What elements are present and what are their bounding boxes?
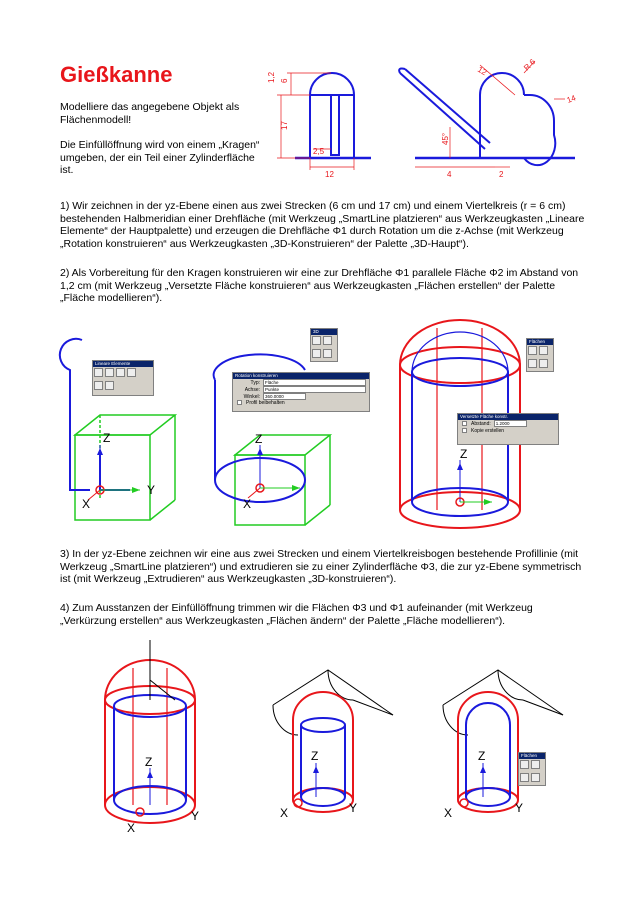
paragraph-1: 1) Wir zeichnen in der yz-Ebene einen aus zwei Strecken (6 cm und 17 cm) und einem Viertelkreis (r = 6 cm) bestehenden Halbmeridian einer Drehfläche (mit Werkzeug „SmartLine platzieren“ aus Werkzeugkasten „Lineare Elemente“ der Hauptpalette) und erzeugen die Drehfläche Φ1 durch Rotation um die z-Achse (mit Werkzeug „Rotation konstruieren“ aus Werkzeugkasten „3D-Konstruieren“ der Palette „3D-Haupt“). xyxy=(60,200,585,250)
offset-surface-icon[interactable] xyxy=(539,346,548,355)
abstand-input[interactable]: 1.2000 xyxy=(494,420,527,427)
axis-z-3: Z xyxy=(460,447,468,461)
curve-tool-icon[interactable] xyxy=(127,368,136,377)
dim-12b: 12 xyxy=(476,64,489,78)
dim-1-2: 1,2 xyxy=(267,71,276,83)
measure-tool-icon[interactable] xyxy=(105,381,114,390)
axis-z-2: Z xyxy=(255,432,263,446)
trim-tool-icon[interactable] xyxy=(520,760,529,769)
paragraph-2: 2) Als Vorbereitung für den Kragen konstruieren wir eine zur Drehfläche Φ1 parallele Fläche Φ2 im Abstand von 1,2 cm (mit Werkzeug „Versetzte Fläche konstruieren“ aus Werkzeugkasten „Flächen erstellen“ der Palette „Fläche modellieren“). xyxy=(60,267,579,304)
extrude-tool-icon[interactable] xyxy=(312,336,321,345)
axis-z-5: Z xyxy=(311,749,319,763)
surface-modify-title: Flächen xyxy=(519,753,545,759)
profil-label: Profil beibehalten xyxy=(246,399,285,406)
offset-surface-dialog[interactable] xyxy=(457,413,559,445)
axis-x-5: X xyxy=(280,806,289,820)
side-view-drawing xyxy=(265,55,595,185)
3d-construct-toolbox[interactable] xyxy=(310,328,338,362)
surface-create-title: Flächen xyxy=(527,339,553,345)
surface-tool-icon[interactable] xyxy=(528,346,537,355)
linear-elements-title: Lineare Elemente xyxy=(93,361,153,367)
axis-z-6: Z xyxy=(478,749,486,763)
dim-6: 6 xyxy=(280,78,289,83)
rotation-tool-icon[interactable] xyxy=(323,336,332,345)
paragraph-3: 3) In der yz-Ebene zeichnen wir eine aus zwei Strecken und einem Viertelkreisbogen bestehende Profillinie (mit Werkzeug „SmartLine platzieren“) und extrudieren sie zu einer Zylinderfläche Φ3, die zur yz-Ebene symmetrisch ist (mit Werkzeug „Extrudieren“ aus Werkzeugkasten „3D-konstruieren“). xyxy=(60,548,582,585)
axis-y-5: Y xyxy=(349,801,358,815)
dim-r6: R 6 xyxy=(522,57,538,73)
axis-z-4: Z xyxy=(145,755,153,769)
arc-tool-icon[interactable] xyxy=(116,368,125,377)
smartline-tool-icon[interactable] xyxy=(94,368,103,377)
blend-tool-icon[interactable] xyxy=(539,359,548,368)
winkel-input[interactable]: 360.0000 xyxy=(263,393,306,400)
shell-tool-icon[interactable] xyxy=(323,349,332,358)
axis-y-6: Y xyxy=(515,801,524,815)
3d-construct-title: 3D xyxy=(311,329,337,335)
dim-2-5: 2,5 xyxy=(313,147,325,156)
kopie-label: Kopie erstellen xyxy=(471,427,505,434)
page-title: Gießkanne xyxy=(60,62,173,87)
abstand-label: Abstand: xyxy=(471,420,491,427)
figure-step-4 xyxy=(95,640,225,840)
achse-select[interactable]: Punkte xyxy=(263,386,366,393)
dim-2: 2 xyxy=(499,170,504,179)
dim-4: 4 xyxy=(447,170,452,179)
dim-12: 12 xyxy=(325,170,334,179)
sweep-tool-icon[interactable] xyxy=(312,349,321,358)
winkel-label: Winkel: xyxy=(243,393,260,400)
abstand-checkbox[interactable] xyxy=(462,421,467,426)
surface-modify-toolbox[interactable] xyxy=(518,752,546,786)
point-tool-icon[interactable] xyxy=(94,381,103,390)
axis-y-4: Y xyxy=(191,809,200,823)
axis-x-2: X xyxy=(243,497,252,511)
dim-14: 14 xyxy=(565,93,578,105)
figure-step-5 xyxy=(268,665,398,825)
rotation-dialog-title: Rotation konstruieren xyxy=(233,373,369,379)
kopie-checkbox[interactable] xyxy=(462,428,467,433)
rotation-dialog[interactable] xyxy=(232,372,370,412)
dim-17: 17 xyxy=(280,121,289,130)
axis-x-1: X xyxy=(82,497,91,511)
offset-dialog-title: Versetzte Fläche konstr. xyxy=(458,414,558,420)
split-tool-icon[interactable] xyxy=(531,760,540,769)
axis-x-4: X xyxy=(127,821,136,835)
intro-text xyxy=(60,101,270,190)
axis-x-6: X xyxy=(444,806,453,820)
achse-label: Achse: xyxy=(244,386,260,393)
line-tool-icon[interactable] xyxy=(105,368,114,377)
dim-45deg: 45° xyxy=(441,132,450,145)
profil-checkbox[interactable] xyxy=(237,400,242,405)
extend-tool-icon[interactable] xyxy=(520,773,529,782)
paragraph-4: 4) Zum Ausstanzen der Einfüllöffnung trimmen wir die Flächen Φ3 und Φ1 aufeinander (mit Werkzeug „Verkürzung erstellen“ aus Werkzeugkasten „Flächen ändern“ der Palette „Fläche modellieren“). xyxy=(60,602,533,627)
intro-line-1: Modelliere das angegebene Objekt als Flächenmodell! xyxy=(60,101,240,126)
linear-elements-toolbox[interactable] xyxy=(92,360,154,396)
figure-step-6 xyxy=(438,665,568,825)
loft-tool-icon[interactable] xyxy=(528,359,537,368)
intro-line-2: Die Einfüllöffnung wird von einem „Kragen“ umgeben, der ein Teil einer Zylinderfläche ist. xyxy=(60,139,260,176)
axis-y-1: Y xyxy=(147,483,156,497)
typ-label: Typ: xyxy=(250,379,260,386)
fillet-tool-icon[interactable] xyxy=(531,773,540,782)
typ-select[interactable]: Fläche xyxy=(263,379,366,386)
axis-z-1: Z xyxy=(103,431,111,445)
surface-create-toolbox[interactable] xyxy=(526,338,554,372)
